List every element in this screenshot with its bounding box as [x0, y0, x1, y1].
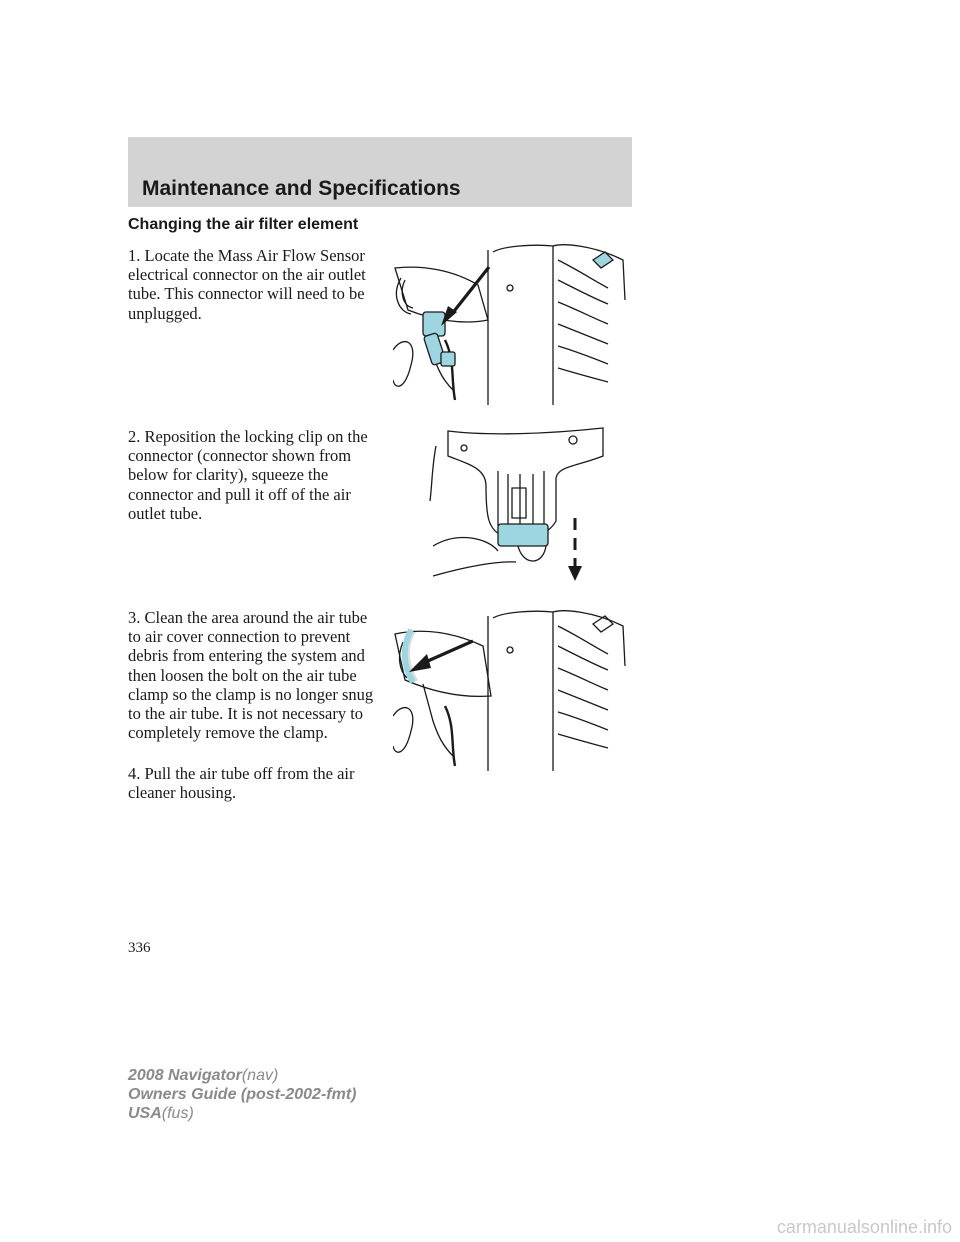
footer-line-model [128, 1066, 356, 1085]
step-4-text: 4. Pull the air tube off from the air cleaner housing. [128, 764, 355, 803]
footer-line-guide [128, 1085, 356, 1104]
step-2-text: 2. Reposition the locking clip on the connector (connector shown from below for clarity), squeeze the connector and pull it off of the air outlet tube. [128, 427, 368, 523]
footer-guide: Owners Guide (post-2002-fmt) [128, 1086, 357, 1103]
section-title: Changing the air filter element [128, 216, 359, 233]
footer-market-code: (fus) [161, 1105, 194, 1122]
section-header-title: Maintenance and Specifications [142, 177, 461, 200]
footer-market: USA [128, 1105, 162, 1122]
section-header-band [128, 137, 632, 207]
watermark: carmanualsonline.info [776, 1217, 952, 1237]
air-tube-clamp-illustration [393, 606, 633, 771]
step-1-text: 1. Locate the Mass Air Flow Sensor electrical connector on the air outlet tube. This connector will need to be unplugged. [128, 246, 366, 323]
footer-model-code: (nav) [241, 1067, 279, 1084]
page-number: 336 [128, 940, 151, 956]
mass-air-flow-sensor-illustration [393, 240, 633, 405]
connector-below-view-illustration [428, 426, 608, 586]
footer-line-market [128, 1104, 356, 1123]
document-footer [128, 1066, 356, 1123]
step-3-text: 3. Clean the area around the air tube to air cover connection to prevent debris from entering the system and then loosen the bolt on the air tube clamp so the clamp is no longer snug to the air tube. It is not necessary to completely remove the clamp. [128, 608, 374, 743]
footer-model: 2008 Navigator [128, 1067, 242, 1084]
